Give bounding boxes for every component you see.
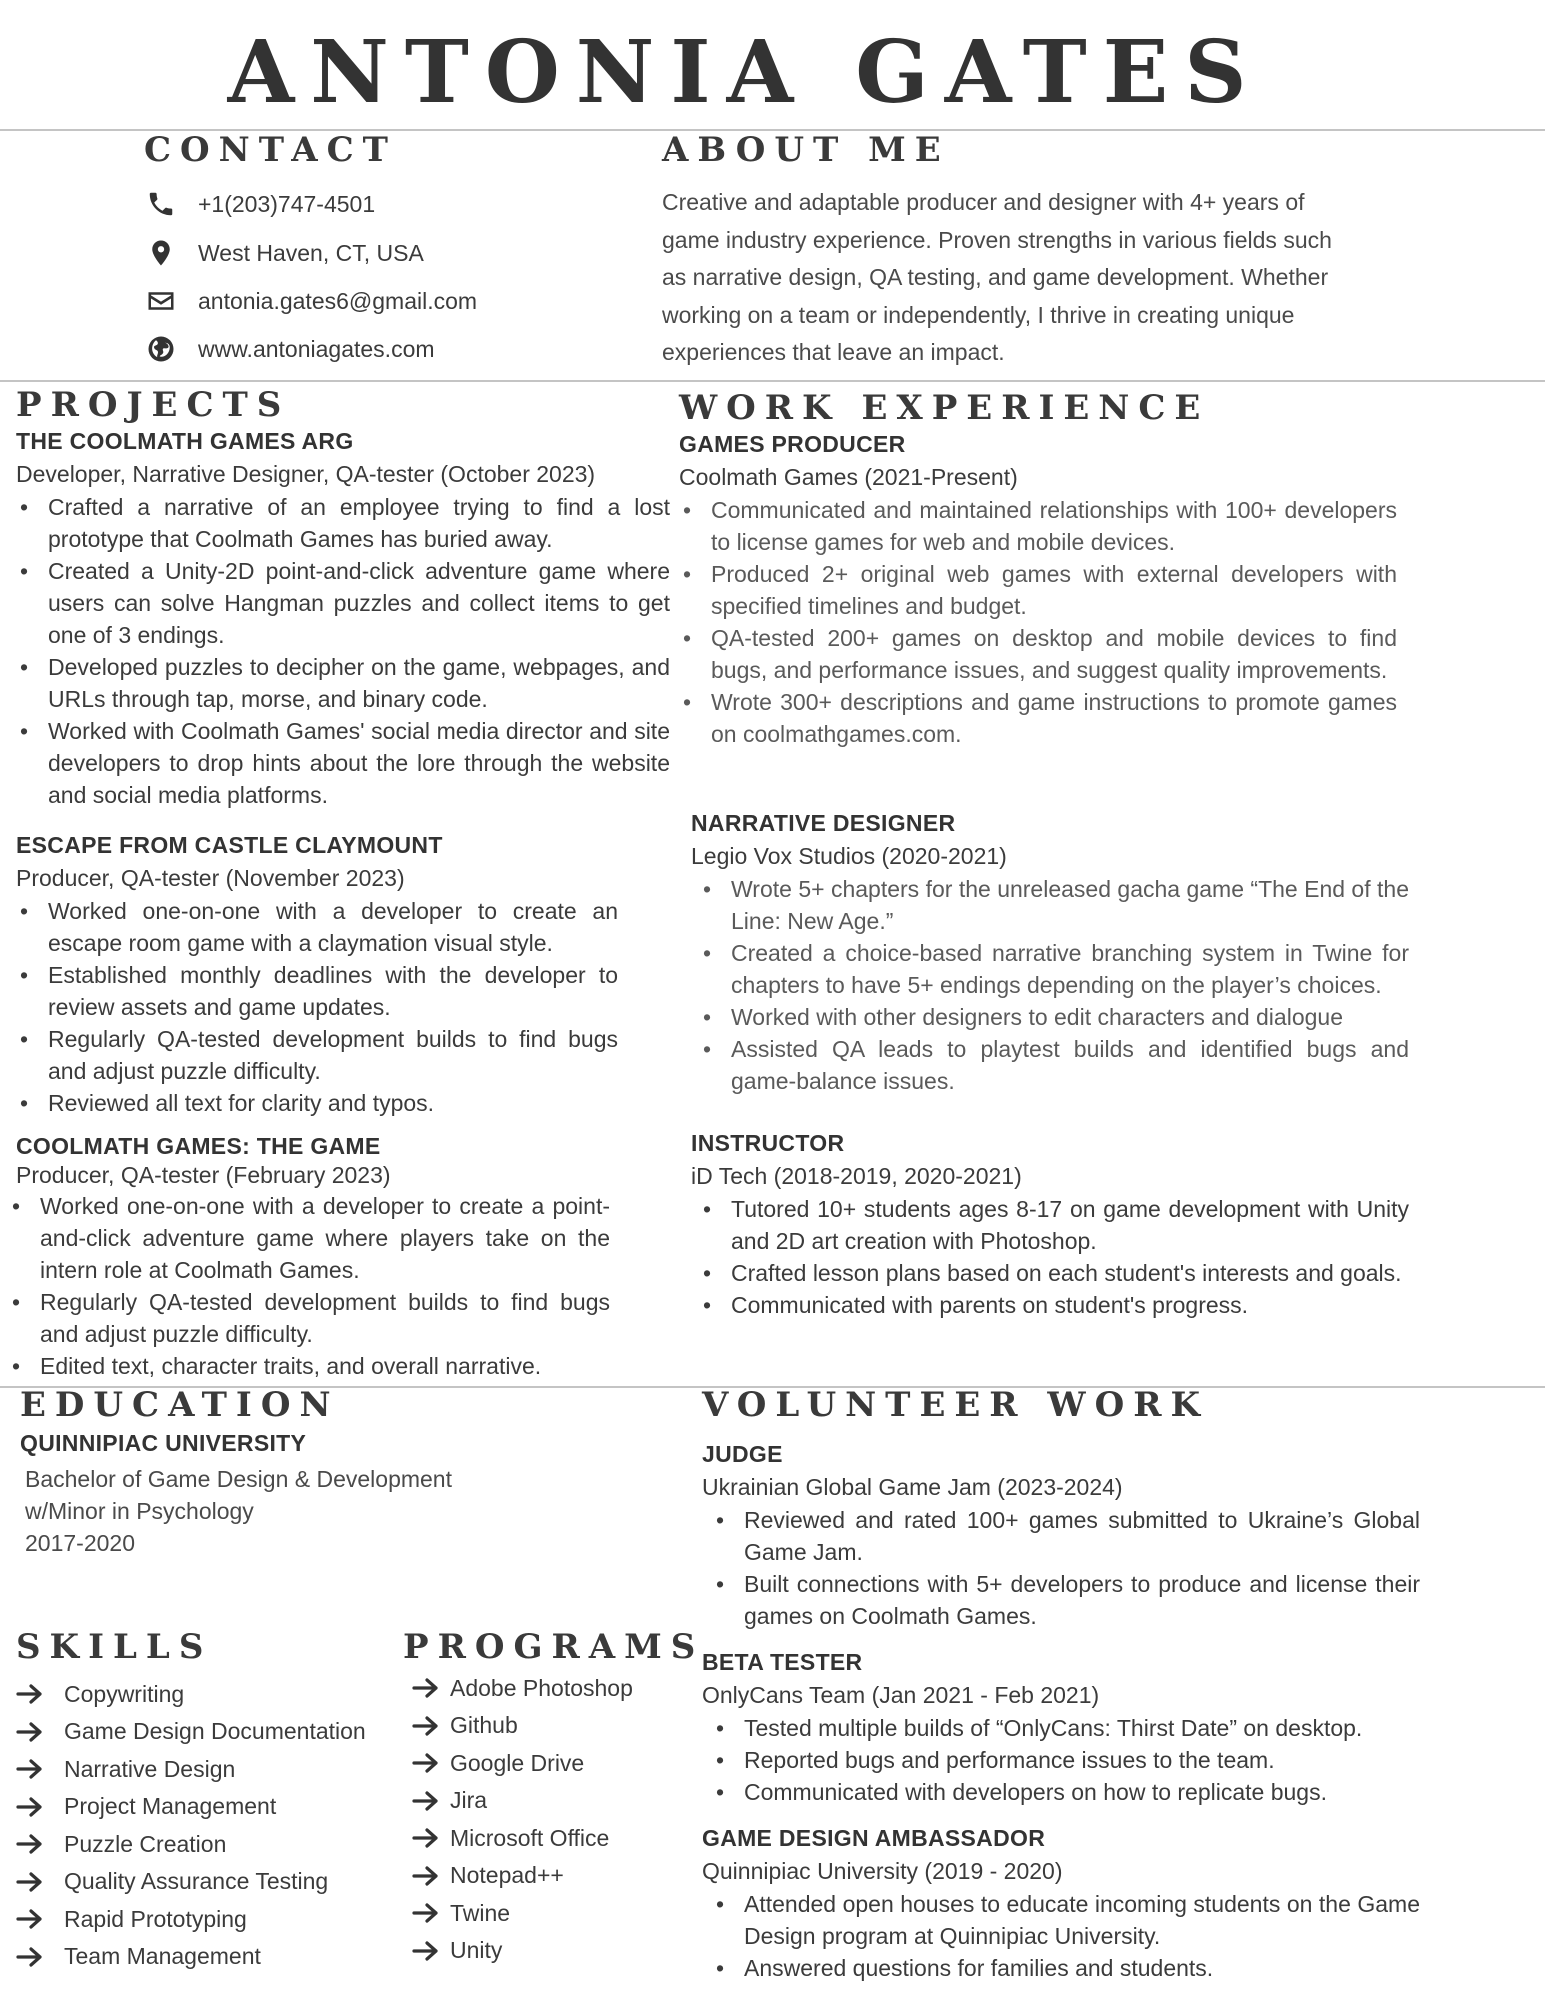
arrow-right-icon xyxy=(16,1683,44,1705)
list-item: • Tested multiple builds of “OnlyCans: Thirst Date” on desktop. xyxy=(712,1712,1420,1744)
list-item: • Established monthly deadlines with the developer to review assets and game updates. xyxy=(16,959,618,1023)
program-item xyxy=(412,1820,609,1856)
list-item: • Crafted lesson plans based on each student's interests and goals. xyxy=(699,1257,1409,1289)
work-heading: WORK EXPERIENCE xyxy=(679,388,1210,428)
website-text[interactable]: www.antoniagates.com xyxy=(198,335,435,362)
skill-label: Team Management xyxy=(64,1943,261,1969)
divider xyxy=(0,380,1545,382)
project-title: COOLMATH GAMES: THE GAME xyxy=(16,1133,381,1159)
program-label: Adobe Photoshop xyxy=(450,1674,633,1701)
arrow-right-icon xyxy=(412,1677,440,1699)
phone-icon xyxy=(146,189,176,219)
skill-item xyxy=(16,1751,235,1787)
list-item: • Created a choice-based narrative branching system in Twine for chapters to have 5+ endings depending on the player’s choices. xyxy=(699,937,1409,1001)
contact-phone xyxy=(146,184,375,224)
arrow-right-icon xyxy=(412,1865,440,1887)
arrow-right-icon xyxy=(16,1871,44,1893)
volunteer-title: JUDGE xyxy=(702,1441,783,1467)
skill-item xyxy=(16,1826,226,1862)
list-item: • Worked one-on-one with a developer to create an escape room game with a claymation visual style. xyxy=(16,895,618,959)
program-item xyxy=(412,1670,633,1706)
program-label: Notepad++ xyxy=(450,1862,564,1888)
job-entry xyxy=(691,1127,1409,1321)
skill-label: Narrative Design xyxy=(64,1755,236,1782)
resume-name: ANTONIA GATES xyxy=(227,22,1263,123)
contact-location xyxy=(146,233,424,273)
program-label: Github xyxy=(450,1712,518,1738)
skill-label: Quality Assurance Testing xyxy=(64,1868,329,1894)
arrow-right-icon xyxy=(412,1715,440,1737)
list-item: • Built connections with 5+ developers to produce and license their games on Coolmath Games. xyxy=(712,1568,1420,1632)
list-item: • Reported bugs and performance issues to the team. xyxy=(712,1744,1420,1776)
list-item: • Created a Unity-2D point-and-click adventure game where users can solve Hangman puzzles and collect items to get one of 3 endings. xyxy=(16,555,670,651)
arrow-right-icon xyxy=(16,1721,44,1743)
volunteer-title: BETA TESTER xyxy=(702,1649,863,1675)
years-line: 2017-2020 xyxy=(25,1530,135,1556)
about-heading: ABOUT ME xyxy=(662,130,950,170)
skill-item xyxy=(16,1714,366,1750)
phone-text: +1(203)747-4501 xyxy=(198,190,376,217)
list-item: • Regularly QA-tested development builds to find bugs and adjust puzzle difficulty. xyxy=(16,1023,618,1087)
volunteer-org: Quinnipiac University (2019 - 2020) xyxy=(702,1858,1063,1884)
contact-heading: CONTACT xyxy=(144,130,397,170)
email-text[interactable]: antonia.gates6@gmail.com xyxy=(198,287,478,314)
list-item: • QA-tested 200+ games on desktop and mobile devices to find bugs, and performance issues, and suggest quality improvements. xyxy=(679,622,1397,686)
list-item: • Developed puzzles to decipher on the game, webpages, and URLs through tap, morse, and binary code. xyxy=(16,651,670,715)
job-entry xyxy=(679,428,1397,750)
list-item: • Worked with other designers to edit characters and dialogue xyxy=(699,1001,1409,1033)
list-item: • Assisted QA leads to playtest builds and identified bugs and game-balance issues. xyxy=(699,1033,1409,1097)
location-text: West Haven, CT, USA xyxy=(198,239,424,266)
skill-item xyxy=(16,1864,328,1900)
arrow-right-icon xyxy=(412,1940,440,1962)
arrow-right-icon xyxy=(16,1796,44,1818)
projects-heading: PROJECTS xyxy=(16,385,291,425)
location-pin-icon xyxy=(146,238,176,268)
list-item: • Regularly QA-tested development builds to find bugs and adjust puzzle difficulty. xyxy=(8,1286,610,1350)
project-role: Producer, QA-tester (February 2023) xyxy=(16,1162,391,1188)
list-item: • Communicated and maintained relationships with 100+ developers to license games for web and mobile devices. xyxy=(679,494,1397,558)
program-label: Unity xyxy=(450,1937,503,1963)
minor-line: w/Minor in Psychology xyxy=(25,1498,254,1524)
project-title: THE COOLMATH GAMES ARG xyxy=(16,428,354,454)
arrow-right-icon xyxy=(16,1908,44,1930)
program-item xyxy=(412,1783,487,1819)
list-item: • Produced 2+ original web games with external developers with specified timelines and budget. xyxy=(679,558,1397,622)
program-label: Microsoft Office xyxy=(450,1824,610,1851)
volunteer-entry xyxy=(702,1646,1420,1808)
project-entry xyxy=(16,1132,610,1382)
skill-item xyxy=(16,1789,276,1825)
project-role: Developer, Narrative Designer, QA-tester (October 2023) xyxy=(16,461,596,487)
skills-heading: SKILLS xyxy=(16,1627,213,1667)
arrow-right-icon xyxy=(16,1758,44,1780)
contact-website[interactable] xyxy=(146,329,435,369)
list-item: • Edited text, character traits, and overall narrative. xyxy=(8,1350,610,1382)
education-entry xyxy=(20,1427,620,1559)
skill-item xyxy=(16,1939,261,1975)
program-item xyxy=(412,1895,510,1931)
program-label: Jira xyxy=(450,1787,488,1813)
list-item: • Tutored 10+ students ages 8-17 on game development with Unity and 2D art creation with Photoshop. xyxy=(699,1193,1409,1257)
arrow-right-icon xyxy=(412,1752,440,1774)
job-company: iD Tech (2018-2019, 2020-2021) xyxy=(691,1163,1022,1189)
project-entry xyxy=(16,829,618,1119)
volunteer-entry xyxy=(702,1438,1420,1632)
program-label: Twine xyxy=(450,1899,511,1926)
program-item xyxy=(412,1708,518,1744)
project-entry xyxy=(16,425,670,811)
skill-item xyxy=(16,1676,184,1712)
volunteer-org: Ukrainian Global Game Jam (2023-2024) xyxy=(702,1474,1123,1500)
programs-heading: PROGRAMS xyxy=(403,1627,705,1667)
skill-label: Copywriting xyxy=(64,1680,185,1707)
education-heading: EDUCATION xyxy=(20,1385,340,1425)
globe-icon xyxy=(146,334,176,364)
school-name: QUINNIPIAC UNIVERSITY xyxy=(20,1430,307,1456)
list-item: • Wrote 5+ chapters for the unreleased gacha game “The End of the Line: New Age.” xyxy=(699,873,1409,937)
skill-label: Rapid Prototyping xyxy=(64,1905,247,1932)
program-item xyxy=(412,1745,584,1781)
volunteer-entry xyxy=(702,1822,1420,1984)
skill-label: Puzzle Creation xyxy=(64,1830,227,1857)
list-item: • Crafted a narrative of an employee trying to find a lost prototype that Coolmath Games has buried away. xyxy=(16,491,670,555)
program-item xyxy=(412,1933,502,1969)
list-item: • Answered questions for families and students. xyxy=(712,1952,1420,1984)
program-label: Google Drive xyxy=(450,1749,585,1776)
arrow-right-icon xyxy=(412,1790,440,1812)
program-item xyxy=(412,1858,564,1894)
arrow-right-icon xyxy=(16,1946,44,1968)
skill-label: Game Design Documentation xyxy=(64,1718,366,1744)
list-item: • Worked one-on-one with a developer to create a point-and-click adventure game where players take on the intern role at Coolmath Games. xyxy=(8,1190,610,1286)
volunteer-title: GAME DESIGN AMBASSADOR xyxy=(702,1825,1046,1851)
skill-label: Project Management xyxy=(64,1793,277,1819)
job-title: GAMES PRODUCER xyxy=(679,431,906,457)
job-entry xyxy=(691,807,1409,1097)
arrow-right-icon xyxy=(16,1833,44,1855)
arrow-right-icon xyxy=(412,1902,440,1924)
skill-item xyxy=(16,1901,247,1937)
list-item: • Wrote 300+ descriptions and game instructions to promote games on coolmathgames.com. xyxy=(679,686,1397,750)
job-title: NARRATIVE DESIGNER xyxy=(691,810,956,836)
volunteer-org: OnlyCans Team (Jan 2021 - Feb 2021) xyxy=(702,1682,1100,1708)
job-company: Legio Vox Studios (2020-2021) xyxy=(691,843,1007,869)
arrow-right-icon xyxy=(412,1827,440,1849)
volunteer-heading: VOLUNTEER WORK xyxy=(702,1385,1210,1425)
list-item: • Reviewed and rated 100+ games submitted to Ukraine’s Global Game Jam. xyxy=(712,1504,1420,1568)
degree-line: Bachelor of Game Design & Development xyxy=(25,1466,452,1492)
list-item: • Communicated with developers on how to replicate bugs. xyxy=(712,1776,1420,1808)
list-item: • Communicated with parents on student's progress. xyxy=(699,1289,1409,1321)
project-title: ESCAPE FROM CASTLE CLAYMOUNT xyxy=(16,832,443,858)
job-title: INSTRUCTOR xyxy=(691,1130,845,1156)
job-company: Coolmath Games (2021-Present) xyxy=(679,464,1018,490)
list-item: • Reviewed all text for clarity and typos. xyxy=(16,1087,618,1119)
contact-email[interactable] xyxy=(146,281,477,321)
list-item: • Attended open houses to educate incoming students on the Game Design program at Quinnipiac University. xyxy=(712,1888,1420,1952)
project-role: Producer, QA-tester (November 2023) xyxy=(16,865,405,891)
list-item: • Worked with Coolmath Games' social media director and site developers to drop hints about the lore through the website and social media platforms. xyxy=(16,715,670,811)
envelope-icon xyxy=(146,286,176,316)
about-text: Creative and adaptable producer and designer with 4+ years of game industry experience. Proven strengths in various fields such as narrative design, QA testing, and game development. Whether working on a team or independently, I thrive in creating unique experiences that leave an impact. xyxy=(662,189,1332,365)
